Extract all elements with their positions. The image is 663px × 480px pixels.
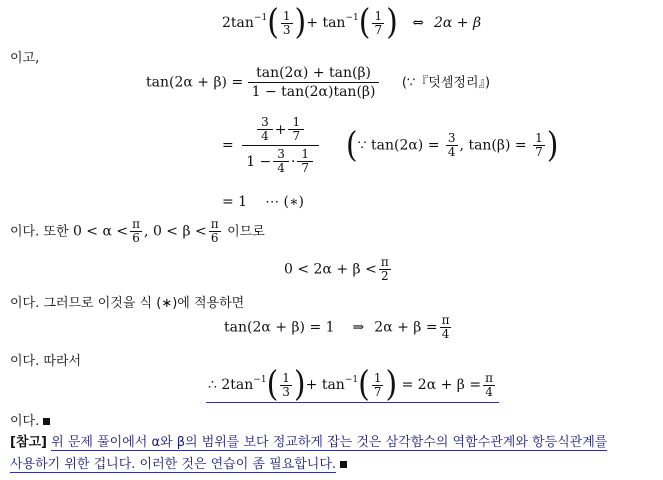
numerator: 1 xyxy=(374,8,383,23)
numerator: 3 xyxy=(447,131,456,145)
numerator: π xyxy=(441,313,450,327)
iff-symbol: ⇔ xyxy=(412,15,424,31)
paren-open: ( xyxy=(266,364,279,405)
fraction xyxy=(242,116,319,175)
note-line-2 xyxy=(10,453,347,472)
numerator: 3 xyxy=(277,147,285,161)
fraction xyxy=(533,132,545,159)
denominator: 4 xyxy=(447,145,456,159)
numerator: 1 xyxy=(292,115,301,129)
paren-open: ( xyxy=(358,2,371,43)
fraction xyxy=(248,64,380,101)
math-text: = 2α + β = xyxy=(401,377,482,393)
paren-close: ) xyxy=(386,2,398,43)
note-body: 사용하기 위한 겁니다. 이러한 것은 연습이 좀 필요합니다. xyxy=(10,457,337,472)
note-tag: [참고] xyxy=(10,435,47,450)
final-result xyxy=(206,364,499,405)
paren-close: ) xyxy=(293,364,306,405)
denominator: 7 xyxy=(535,145,543,159)
denominator: 4 xyxy=(441,327,450,341)
denominator: 4 xyxy=(273,161,289,175)
equation-line-3 xyxy=(222,116,558,175)
denominator: 7 xyxy=(297,161,313,175)
fraction xyxy=(280,372,292,399)
text-line-5 xyxy=(10,218,265,245)
numerator: π xyxy=(132,217,141,231)
denominator: 6 xyxy=(210,231,219,245)
fraction xyxy=(281,10,293,37)
text-line-7: 이다. 그러므로 이것을 식 (∗)에 적용하면 xyxy=(10,296,245,311)
numerator: 1 xyxy=(301,147,310,161)
math-text: = xyxy=(222,137,234,154)
denominator: 1 − tan(2α)tan(β) xyxy=(248,82,380,101)
math-text: + tan xyxy=(306,15,346,31)
math-text: + xyxy=(274,121,287,138)
korean-text: 이므로 xyxy=(227,224,265,240)
text-igo: 이고, xyxy=(10,51,40,66)
math-text: 1 − xyxy=(246,153,272,170)
math-text: 2α + β = xyxy=(374,319,438,336)
math-text: 2tan xyxy=(221,377,254,393)
numerator xyxy=(251,116,310,145)
paren-close: ) xyxy=(546,124,559,166)
fraction xyxy=(446,132,458,159)
equation-line-2 xyxy=(146,64,490,101)
denominator: 4 xyxy=(485,384,493,399)
superscript: −1 xyxy=(253,375,267,385)
numerator: 1 xyxy=(535,131,543,145)
math-text: 2α + β xyxy=(433,15,482,31)
numerator: 1 xyxy=(373,370,382,385)
denominator: 7 xyxy=(288,129,304,143)
superscript: −1 xyxy=(253,13,268,23)
math-text: 0 < β < xyxy=(152,223,207,240)
paren-open: ( xyxy=(345,124,358,166)
equation-line-8 xyxy=(224,314,453,341)
denominator: 7 xyxy=(374,22,383,37)
paren-close: ) xyxy=(385,364,398,405)
equation-line-6 xyxy=(284,256,393,283)
numerator: π xyxy=(210,217,219,231)
superscript: −1 xyxy=(345,13,359,23)
text-line-11 xyxy=(10,410,50,429)
text-line-9: 이다. 따라서 xyxy=(10,354,82,369)
numerator: π xyxy=(485,370,493,385)
math-text: , xyxy=(144,223,149,240)
superscript: −1 xyxy=(344,375,359,385)
implies-symbol: ⇒ xyxy=(352,319,365,336)
denominator xyxy=(242,145,319,175)
equation-line-4 xyxy=(222,194,304,210)
numerator: tan(2α) + tan(β) xyxy=(256,65,372,81)
math-text: tan(2α + β) = xyxy=(146,74,244,91)
fraction xyxy=(297,148,313,175)
equation-line-1 xyxy=(222,2,482,43)
reason-text: ∵ tan(2α) = xyxy=(357,137,440,154)
denominator: 3 xyxy=(282,22,291,37)
note-body: 위 문제 풀이에서 α와 β의 범위를 보다 정교하게 잡는 것은 삼각함수의 역함수관계와 항등식관계를 xyxy=(51,435,608,450)
numerator: 1 xyxy=(282,370,290,385)
denominator: 4 xyxy=(257,129,273,143)
math-text: 2tan xyxy=(222,15,254,31)
fraction xyxy=(130,218,142,245)
end-square-icon xyxy=(340,461,347,468)
math-text: + tan xyxy=(305,377,345,393)
paren-open: ( xyxy=(358,364,370,405)
denominator: 6 xyxy=(132,231,140,245)
numerator: 3 xyxy=(261,115,269,129)
korean-text: 이다. xyxy=(10,414,40,429)
end-square-icon xyxy=(43,418,50,425)
equation-ref: ⋯ (∗) xyxy=(265,194,304,210)
fraction xyxy=(372,372,384,399)
fraction xyxy=(209,218,221,245)
fraction xyxy=(372,10,384,37)
paren-open: ( xyxy=(267,2,279,43)
math-text: 0 < 2α + β < xyxy=(284,261,377,278)
korean-text: 이다. 또한 xyxy=(10,224,69,240)
denominator: 7 xyxy=(373,384,382,399)
fraction xyxy=(440,314,452,341)
fraction xyxy=(257,116,273,143)
numerator: π xyxy=(380,255,389,269)
reason-text: (∵『덧셈정리』) xyxy=(401,75,491,91)
denominator: 2 xyxy=(380,269,389,283)
fraction xyxy=(288,116,304,143)
fraction xyxy=(483,372,495,399)
therefore-symbol: ∴ xyxy=(208,377,217,393)
math-text: tan(2α + β) = 1 xyxy=(224,319,335,336)
math-text: · xyxy=(290,153,296,170)
fraction xyxy=(379,256,391,283)
numerator: 1 xyxy=(282,8,291,23)
reason-text: , tan(β) = xyxy=(459,137,527,154)
paren-close: ) xyxy=(294,2,307,43)
note-line-1 xyxy=(10,431,607,450)
math-text: = 1 xyxy=(222,194,248,210)
math-text: 0 < α < xyxy=(72,223,129,240)
denominator: 3 xyxy=(282,384,290,399)
fraction xyxy=(273,148,289,175)
